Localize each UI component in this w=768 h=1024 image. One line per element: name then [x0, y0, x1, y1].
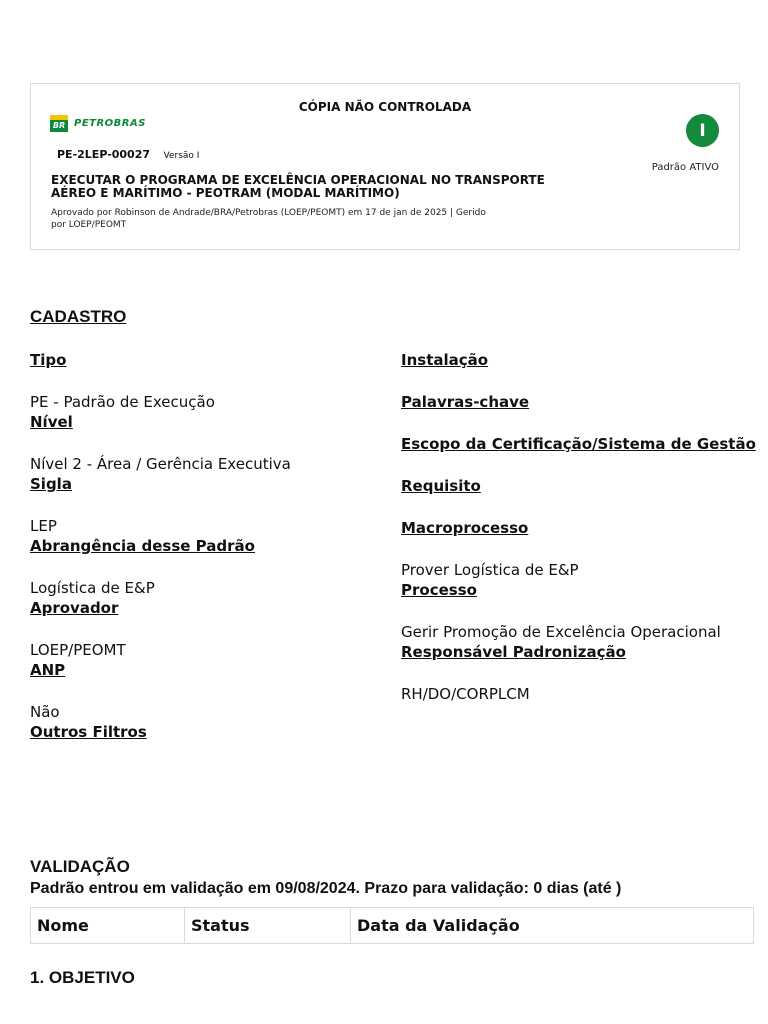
status-text: Padrão ATIVO: [651, 162, 719, 173]
logo-mark-icon: BR: [50, 115, 68, 132]
document-version: Versão I: [163, 151, 200, 161]
field-value-nivel: Nível 2 - Área / Gerência Executiva: [30, 455, 291, 473]
uncontrolled-copy-label: CÓPIA NÃO CONTROLADA: [298, 100, 472, 114]
column-header-status: Status: [185, 908, 351, 943]
approval-info: Aprovado por Robinson de Andrade/BRA/Petrobras (LOEP/PEOMT) em 17 de jan de 2025 | Gerido por LOEP/PEOMT: [51, 208, 486, 230]
cadastro-left-column: [30, 349, 390, 743]
field-label-instalacao: Instalação: [401, 351, 489, 369]
field-value-sigla: LEP: [30, 517, 57, 535]
logo-text: PETROBRAS: [74, 118, 146, 129]
field-label-tipo: Tipo: [30, 351, 67, 369]
column-header-data-validacao: Data da Validação: [357, 916, 520, 935]
field-label-anp: ANP: [30, 661, 66, 679]
column-header-nome: Nome: [31, 908, 185, 943]
status-indicator-icon: I: [686, 114, 719, 147]
field-value-aprovador: LOEP/PEOMT: [30, 641, 126, 659]
field-label-macroprocesso: Macroprocesso: [401, 519, 529, 537]
petrobras-logo: [50, 115, 146, 132]
field-value-macroprocesso: Prover Logística de E&P: [401, 561, 579, 579]
field-label-aprovador: Aprovador: [30, 599, 119, 617]
validacao-subtitle: Padrão entrou em validação em 09/08/2024. Prazo para validação: 0 dias (até ): [30, 880, 622, 897]
field-label-requisito: Requisito: [401, 477, 481, 495]
cadastro-right-column: [401, 349, 761, 705]
field-label-palavras-chave: Palavras-chave: [401, 393, 530, 411]
document-header: [30, 83, 740, 250]
field-value-abrangencia: Logística de E&P: [30, 579, 155, 597]
field-value-anp: Não: [30, 703, 60, 721]
field-label-outros-filtros: Outros Filtros: [30, 723, 147, 741]
field-label-nivel: Nível: [30, 413, 73, 431]
document-title: EXECUTAR O PROGRAMA DE EXCELÊNCIA OPERACIONAL NO TRANSPORTE AÉREO E MARÍTIMO - PEOTRAM (MODAL MARÍTIMO): [51, 173, 545, 200]
field-label-sigla: Sigla: [30, 475, 72, 493]
field-value-processo: Gerir Promoção de Excelência Operacional: [401, 623, 721, 641]
field-label-responsavel: Responsável Padronização: [401, 643, 626, 661]
field-value-responsavel: RH/DO/CORPLCM: [401, 685, 530, 703]
cadastro-section-title: CADASTRO: [30, 307, 127, 326]
document-code: PE-2LEP-00027: [57, 148, 151, 161]
document-code-line: [57, 148, 199, 161]
field-label-processo: Processo: [401, 581, 477, 599]
field-value-tipo: PE - Padrão de Execução: [30, 393, 215, 411]
field-label-abrangencia: Abrangência desse Padrão: [30, 537, 255, 555]
validacao-section-title: VALIDAÇÃO: [30, 857, 130, 876]
field-label-escopo: Escopo da Certificação/Sistema de Gestão: [401, 435, 756, 453]
validacao-table-header: [30, 907, 754, 944]
next-section-heading: 1. OBJETIVO: [30, 968, 135, 987]
